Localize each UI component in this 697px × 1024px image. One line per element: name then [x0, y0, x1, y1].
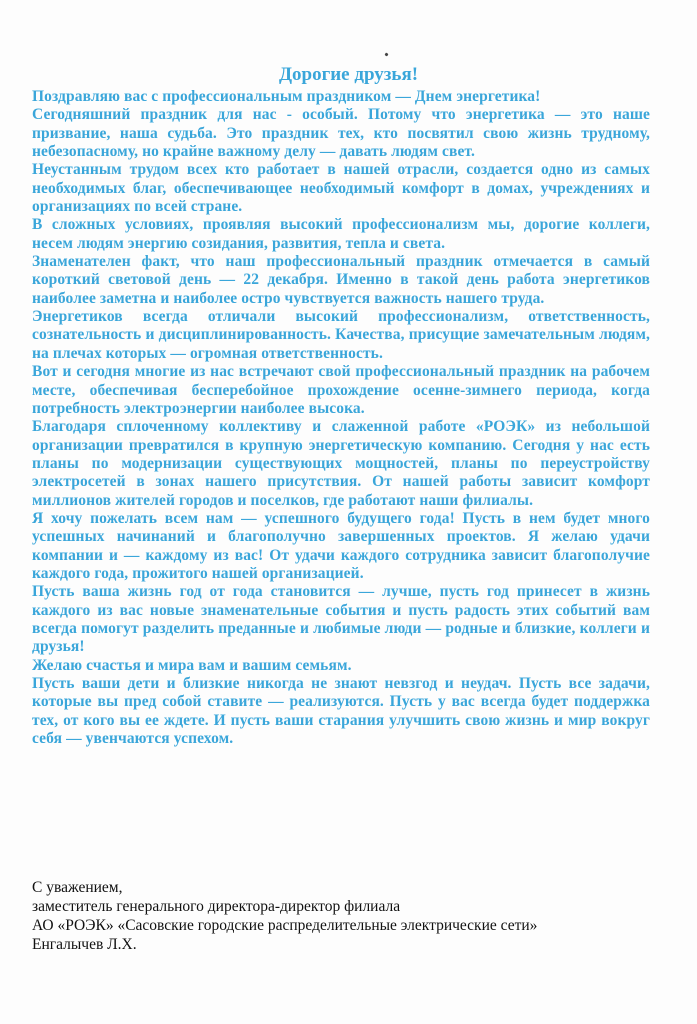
signature-block — [32, 878, 672, 954]
paragraph-difficult-conditions: В сложных условиях, проявляя высокий профессионализм мы, дорогие коллеги, несем людям энергию созидания, развития, тепла и света. — [32, 216, 650, 252]
paragraph-shortest-day: Знаменателен факт, что наш профессиональный праздник отмечается в самый короткий световой день — 22 декабря. Именно в такой день работа энергетиков наиболее заметна и наиболее остро чувствуется важность нашего труда. — [32, 253, 650, 307]
signature-position: заместитель генерального директора-директор филиала — [32, 898, 401, 915]
signature-organization: АО «РОЭК» «Сасовские городские распределительные электрические сети» — [32, 917, 538, 934]
paragraph-wishes-life: Пусть ваша жизнь год от года становится — лучше, пусть год принесет в жизнь каждого из вас новые знаменательные события и пусть радость этих событий вам всегда помогут разделить преданные и любимые люди — родные и близкие, коллеги и друзья! — [32, 583, 650, 656]
paragraph-greeting: Поздравляю вас с профессиональным праздником — Днем энергетика! — [32, 88, 541, 105]
paragraph-tireless-work: Неустанным трудом всех кто работает в нашей отрасли, создается одно из самых необходимых благ, обеспечивающее необходимый комфорт в домах, учреждениях и организациях по всей стране. — [32, 161, 650, 216]
paragraph-company-growth: Благодаря сплоченному коллективу и слаженной работе «РОЭК» из небольшой организации превратился в крупную энергетическую компанию. Сегодня у нас есть планы по модернизации существующих мощностей, планы по переустройству электросетей в зонах нашего присутствия. От нашей работы зависит комфорт миллионов жителей городов и поселков, где работают наши филиалы. — [32, 418, 650, 509]
signature-closing: С уважением, — [32, 879, 123, 896]
paragraph-on-duty: Вот и сегодня многие из нас встречают свой профессиональный праздник на рабочем месте, обеспечивая бесперебойное прохождение осенне-зимнего периода, когда потребность электроэнергии наиболее высока. — [32, 363, 650, 417]
letter-title: Дорогие друзья! — [278, 64, 419, 85]
letter-body — [32, 88, 650, 748]
paragraph-final-wishes: Пусть ваши дети и близкие никогда не знают невзгод и неудач. Пусть все задачи, которые вы пред собой ставите — реализуются. Пусть у вас всегда будет поддержка тех, от кого вы ее ждете. И пусть ваши старания улучшить свою жизнь и мир вокруг себя — увенчаются успехом. — [32, 675, 650, 748]
paragraph-professionalism: Энергетиков всегда отличали высокий профессионализм, ответственность, сознательность и дисциплинированность. Качества, присущие замечательным людям, на плечах которых — огромная ответственность. — [32, 308, 650, 362]
paragraph-happiness: Желаю счастья и мира вам и вашим семьям. — [32, 656, 352, 674]
paragraph-wishes-year: Я хочу пожелать всем нам — успешного будущего года! Пусть в нем будет много успешных начинаний и благополучно завершенных проектов. Я желаю удачи компании и — каждому из вас! От удачи каждого сотрудника зависит благополучие каждого года, прожитого нашей организацией. — [32, 509, 650, 582]
signature-name: Енгалычев Л.Х. — [32, 936, 137, 953]
paragraph-special-holiday: Сегодняшний праздник для нас - особый. Потому что энергетика — это наше призвание, наша судьба. Это праздник тех, кто посвятил свою жизнь трудному, небезопасному, но крайне важному делу — давать людям свет. — [32, 106, 650, 161]
ink-speck — [384, 52, 388, 56]
